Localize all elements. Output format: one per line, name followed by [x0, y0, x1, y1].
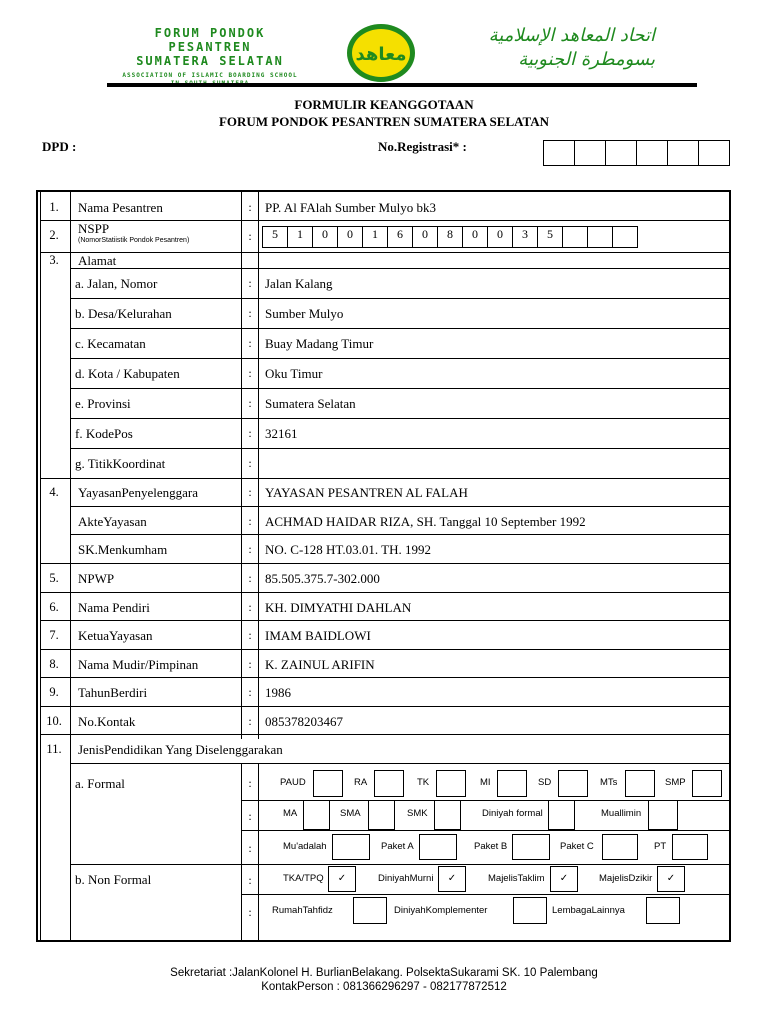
colon: :: [248, 714, 252, 728]
option-paket-a: Paket A: [381, 841, 414, 852]
checkbox-majelis-dzikir[interactable]: ✓: [657, 866, 685, 892]
option-paud: PAUD: [280, 777, 306, 788]
arabic-line1: اتحاد المعاهد الإسلامية: [488, 25, 655, 46]
reg-box[interactable]: [575, 141, 606, 165]
colon: :: [248, 306, 252, 320]
jalan-value[interactable]: Jalan Kalang: [265, 276, 333, 291]
logo-lettering: معاهد: [355, 44, 407, 65]
colon: :: [248, 276, 252, 290]
colon: :: [248, 229, 252, 243]
row-divider: [241, 894, 730, 895]
checkbox-smk[interactable]: [434, 800, 461, 830]
colon: :: [248, 776, 252, 790]
kontak-value[interactable]: 085378203467: [265, 714, 343, 729]
row-divider: [41, 677, 730, 678]
kontak-label: No.Kontak: [78, 714, 136, 729]
option-pt: PT: [654, 841, 667, 852]
header-divider: [107, 83, 697, 87]
nspp-digit[interactable]: 8: [438, 227, 463, 247]
akte-value[interactable]: ACHMAD HAIDAR RIZA, SH. Tanggal 10 September 1992: [265, 514, 586, 529]
nama-pesantren-value[interactable]: PP. Al FAlah Sumber Mulyo bk3: [265, 200, 436, 215]
checkbox-mts[interactable]: [625, 770, 655, 797]
colon: :: [248, 685, 252, 699]
reg-box[interactable]: [637, 141, 668, 165]
checkbox-sma[interactable]: [368, 800, 395, 830]
kodepos-label: f. KodePos: [75, 426, 133, 441]
ketua-value[interactable]: IMAM BAIDLOWI: [265, 628, 371, 643]
option-tka-tpq: TKA/TPQ: [283, 873, 324, 884]
kota-value[interactable]: Oku Timur: [265, 366, 323, 381]
row-number: 7.: [49, 628, 59, 642]
row-number: 6.: [49, 600, 59, 614]
colon: :: [248, 873, 252, 887]
koordinat-label: g. TitikKoordinat: [75, 456, 166, 471]
colon: :: [248, 628, 252, 642]
nspp-digit[interactable]: 5: [263, 227, 288, 247]
option-ra: RA: [354, 777, 368, 788]
footer-address: Sekretariat :JalanKolonel H. BurlianBelakang. PolsektaSukarami SK. 10 Palembang: [170, 967, 598, 979]
nspp-digit[interactable]: 0: [488, 227, 513, 247]
colon: :: [248, 456, 252, 470]
checkbox-diniyah-murni[interactable]: ✓: [438, 866, 466, 892]
option-diniyah-murni: DiniyahMurni: [378, 873, 434, 884]
colon: :: [248, 657, 252, 671]
checkbox-lembaga-lainnya[interactable]: [646, 897, 680, 924]
footer-contact: KontakPerson : 081366296297 - 082177872512: [261, 981, 507, 993]
nspp-label: NSPP: [78, 221, 110, 236]
checkbox-rumah-tahfidz[interactable]: [353, 897, 387, 924]
colon: :: [248, 485, 252, 499]
npwp-value[interactable]: 85.505.375.7-302.000: [265, 571, 380, 586]
checkbox-majelis-taklim[interactable]: ✓: [550, 866, 578, 892]
row-divider: [41, 649, 730, 650]
row-number: 10.: [46, 714, 62, 728]
row-divider: [70, 506, 730, 507]
nspp-digit[interactable]: 6: [388, 227, 413, 247]
row-number: 4.: [49, 485, 59, 499]
formal-label: a. Formal: [75, 776, 125, 791]
nspp-digit[interactable]: [613, 227, 637, 247]
row-number: 3.: [49, 253, 59, 267]
colon: :: [248, 200, 252, 214]
nspp-digit-boxes[interactable]: [262, 226, 638, 248]
form-subtitle: FORUM PONDOK PESANTREN SUMATERA SELATAN: [218, 114, 550, 129]
option-muallimin: Muallimin: [601, 808, 642, 819]
checkbox-paud[interactable]: [313, 770, 343, 797]
option-sd: SD: [538, 777, 552, 788]
colon: :: [248, 600, 252, 614]
option-lembaga-lainnya: LembagaLainnya: [552, 905, 625, 916]
kota-label: d. Kota / Kabupaten: [75, 366, 180, 381]
org-name-line2: SUMATERA SELATAN: [136, 54, 284, 68]
reg-box[interactable]: [606, 141, 637, 165]
checkbox-paket-a[interactable]: [419, 834, 457, 860]
row-divider: [41, 252, 730, 253]
nspp-digit[interactable]: [563, 227, 588, 247]
kecamatan-label: c. Kecamatan: [75, 336, 146, 351]
row-divider: [41, 563, 730, 564]
row-divider: [41, 734, 730, 735]
pendiri-value[interactable]: KH. DIMYATHI DAHLAN: [265, 600, 412, 615]
option-majelis-dzikir: MajelisDzikir: [599, 873, 653, 884]
row-divider: [41, 220, 730, 221]
colon: :: [248, 514, 252, 528]
option-rumah-tahfidz: RumahTahfidz: [272, 905, 333, 916]
desa-label: b. Desa/Kelurahan: [75, 306, 172, 321]
yayasan-label: YayasanPenyelenggara: [78, 485, 198, 500]
row-divider: [70, 763, 730, 764]
colon: :: [248, 396, 252, 410]
yayasan-value[interactable]: YAYASAN PESANTREN AL FALAH: [265, 485, 468, 500]
pendiri-label: Nama Pendiri: [78, 600, 150, 615]
checkbox-muadalah[interactable]: [332, 834, 370, 860]
sk-menkumham-value[interactable]: NO. C-128 HT.03.01. TH. 1992: [265, 542, 431, 557]
row-divider: [41, 592, 730, 593]
kecamatan-value[interactable]: Buay Madang Timur: [265, 336, 374, 351]
option-mi: MI: [480, 777, 491, 788]
reg-box[interactable]: [668, 141, 699, 165]
nspp-digit[interactable]: 1: [363, 227, 388, 247]
colon: :: [248, 571, 252, 585]
option-smk: SMK: [407, 808, 428, 819]
arabic-org-name: [455, 24, 655, 72]
nspp-sublabel: (NomorStatiistik Pondok Pesantren): [78, 237, 190, 244]
checkbox-sd[interactable]: [558, 770, 588, 797]
row-divider: [70, 358, 730, 359]
row-divider: [70, 534, 730, 535]
row-divider: [70, 328, 730, 329]
arabic-line2: بسومطرة الجنوبية: [518, 49, 655, 70]
option-sma: SMA: [340, 808, 361, 819]
colon: :: [248, 426, 252, 440]
row-divider: [70, 864, 730, 865]
nspp-digit[interactable]: 3: [513, 227, 538, 247]
colon: :: [248, 841, 252, 855]
jalan-label: a. Jalan, Nomor: [75, 276, 158, 291]
reg-box[interactable]: [544, 141, 575, 165]
mudir-value[interactable]: K. ZAINUL ARIFIN: [265, 657, 375, 672]
checkbox-paket-b[interactable]: [512, 834, 550, 860]
option-smp: SMP: [665, 777, 686, 788]
nspp-digit[interactable]: [588, 227, 613, 247]
kodepos-value[interactable]: 32161: [265, 426, 298, 441]
checkbox-ma[interactable]: [303, 800, 330, 830]
row-divider: [70, 388, 730, 389]
colon: :: [248, 809, 252, 823]
row-divider: [41, 478, 730, 479]
option-diniyah-formal: Diniyah formal: [482, 808, 543, 819]
organization-name: [120, 26, 300, 88]
checkbox-pt[interactable]: [672, 834, 708, 860]
colon: :: [248, 905, 252, 919]
nspp-digit[interactable]: 0: [313, 227, 338, 247]
row-number: 1.: [49, 200, 59, 214]
option-tk: TK: [417, 777, 430, 788]
checkbox-tka-tpq[interactable]: ✓: [328, 866, 356, 892]
nspp-digit[interactable]: 0: [338, 227, 363, 247]
jenis-pendidikan-label: JenisPendidikan Yang Diselenggarakan: [78, 742, 283, 757]
row-number: 11.: [46, 742, 62, 756]
org-name-line1: FORUM PONDOK PESANTREN: [154, 26, 266, 54]
registration-number-boxes[interactable]: [543, 140, 730, 166]
option-mts: MTs: [600, 777, 618, 788]
colon-column-divider: [258, 192, 259, 739]
checkbox-paket-c[interactable]: [602, 834, 638, 860]
row-number: 5.: [49, 571, 59, 585]
checkbox-mi[interactable]: [497, 770, 527, 797]
sk-menkumham-label: SK.Menkumham: [78, 542, 168, 557]
option-majelis-taklim: MajelisTaklim: [488, 873, 545, 884]
npwp-label: NPWP: [78, 571, 115, 586]
row-divider: [70, 418, 730, 419]
mudir-label: Nama Mudir/Pimpinan: [78, 657, 199, 672]
non-formal-label: b. Non Formal: [75, 872, 152, 887]
checkbox-muallimin[interactable]: [648, 800, 678, 830]
dpd-label: DPD :: [42, 139, 77, 154]
tahun-label: TahunBerdiri: [78, 685, 148, 700]
row-divider: [41, 706, 730, 707]
ketua-label: KetuaYayasan: [78, 628, 153, 643]
row-divider: [70, 448, 730, 449]
org-name-english-line1: ASSOCIATION OF ISLAMIC BOARDING SCHOOL: [122, 72, 298, 79]
checkbox-diniyah-formal[interactable]: [548, 800, 575, 830]
registration-number-label: No.Registrasi* :: [378, 139, 467, 154]
row-divider: [70, 268, 730, 269]
nspp-digit[interactable]: 5: [538, 227, 563, 247]
row-number: 9.: [49, 685, 59, 699]
option-paket-b: Paket B: [474, 841, 508, 852]
alamat-label: Alamat: [78, 253, 117, 268]
reg-box[interactable]: [699, 141, 729, 165]
row-divider: [241, 830, 730, 831]
checkbox-diniyah-komplementer[interactable]: [513, 897, 547, 924]
number-column-divider: [70, 192, 71, 940]
colon: :: [248, 542, 252, 556]
checkbox-tk[interactable]: [436, 770, 466, 797]
nspp-digit[interactable]: 1: [288, 227, 313, 247]
table-inner-border: [40, 192, 41, 940]
provinsi-label: e. Provinsi: [75, 396, 131, 411]
row-divider: [41, 620, 730, 621]
nspp-digit[interactable]: 0: [413, 227, 438, 247]
desa-value[interactable]: Sumber Mulyo: [265, 306, 344, 321]
nama-pesantren-label: Nama Pesantren: [78, 200, 163, 215]
row-divider: [70, 298, 730, 299]
checkbox-ra[interactable]: [374, 770, 404, 797]
nspp-digit[interactable]: 0: [463, 227, 488, 247]
option-paket-c: Paket C: [560, 841, 594, 852]
colon: :: [248, 366, 252, 380]
provinsi-value[interactable]: Sumatera Selatan: [265, 396, 356, 411]
row-number: 2.: [49, 228, 59, 242]
akte-label: AkteYayasan: [78, 514, 147, 529]
colon-column-divider-lower: [258, 763, 259, 940]
organization-logo: [345, 22, 417, 84]
option-muadalah: Mu'adalah: [283, 841, 327, 852]
row-number: 8.: [49, 657, 59, 671]
tahun-value[interactable]: 1986: [265, 685, 291, 700]
form-title: FORMULIR KEANGGOTAAN: [294, 97, 474, 112]
option-diniyah-komplementer: DiniyahKomplementer: [394, 905, 488, 916]
checkbox-smp[interactable]: [692, 770, 722, 797]
colon: :: [248, 336, 252, 350]
option-ma: MA: [283, 808, 298, 819]
